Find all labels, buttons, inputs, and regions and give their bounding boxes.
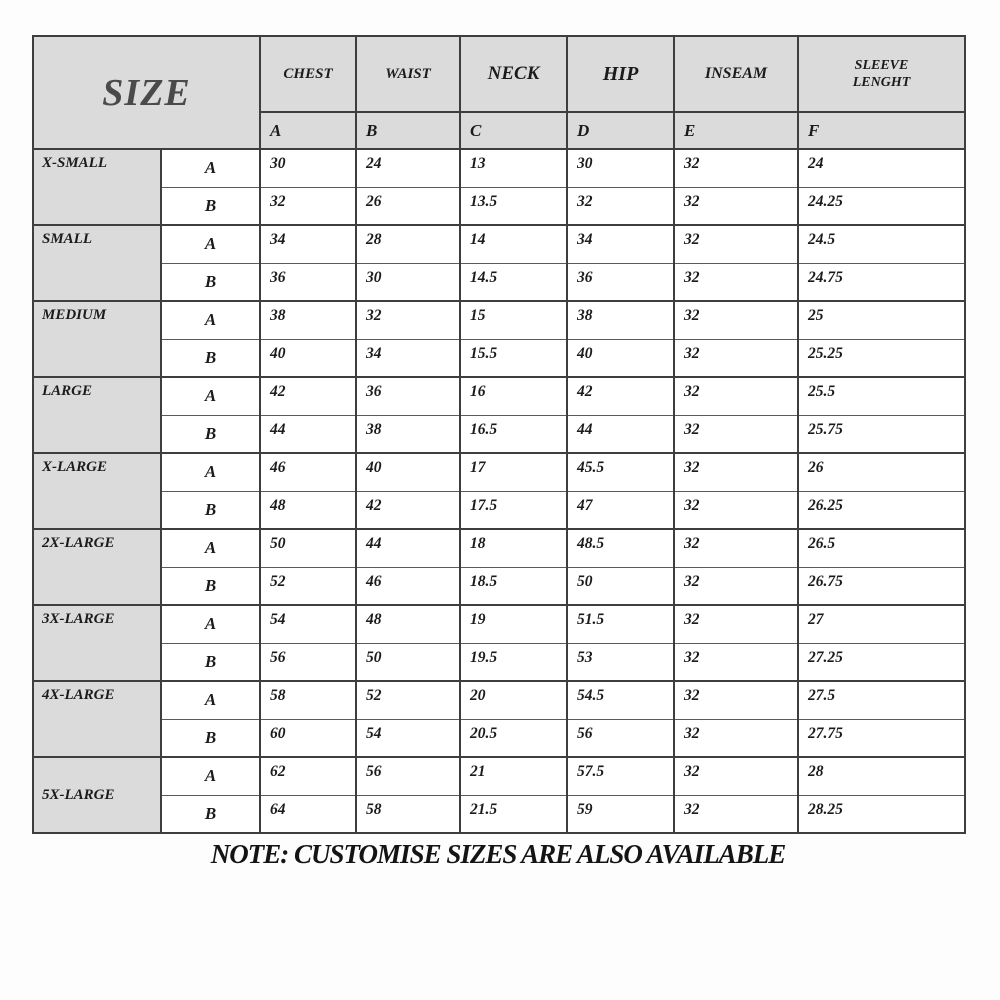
measurement-cell: 46 [260,453,356,491]
measurement-cell: 32 [674,529,798,567]
measurement-cell: 26.5 [798,529,965,567]
variant-letter-cell: B [161,339,260,377]
measurement-cell: 32 [674,681,798,719]
measurement-cell: 56 [356,757,460,795]
measurement-cell: 47 [567,491,674,529]
measurement-cell: 32 [674,605,798,643]
measurement-cell: 32 [674,149,798,187]
measurement-cell: 20.5 [460,719,567,757]
measurement-cell: 50 [567,567,674,605]
table-row [33,567,965,605]
table-row [33,339,965,377]
variant-letter-cell: A [161,681,260,719]
measurement-cell: 38 [260,301,356,339]
measurement-cell: 19.5 [460,643,567,681]
variant-letter-cell: B [161,795,260,833]
measurement-cell: 20 [460,681,567,719]
measurement-cell: 40 [567,339,674,377]
measurement-cell: 24 [356,149,460,187]
size-label-3x-large: 3X-LARGE [33,605,161,681]
measurement-cell: 58 [260,681,356,719]
measurement-cell: 32 [260,187,356,225]
measurement-cell: 32 [674,719,798,757]
measurement-cell: 34 [356,339,460,377]
measurement-cell: 28.25 [798,795,965,833]
column-header-neck [460,36,567,112]
measurement-cell: 32 [567,187,674,225]
measurement-cell: 48 [356,605,460,643]
table-row [33,377,965,415]
measurement-cell: 36 [567,263,674,301]
size-label-x-large: X-LARGE [33,453,161,529]
measurement-cell: 32 [674,377,798,415]
variant-letter-cell: B [161,719,260,757]
measurement-cell: 44 [356,529,460,567]
measurement-cell: 54 [356,719,460,757]
measurement-cell: 26 [356,187,460,225]
variant-letter-cell: A [161,605,260,643]
measurement-cell: 16.5 [460,415,567,453]
size-label-x-small: X-SMALL [33,149,161,225]
measurement-cell: 62 [260,757,356,795]
measurement-cell: 21 [460,757,567,795]
measurement-cell: 26.75 [798,567,965,605]
measurement-cell: 24.75 [798,263,965,301]
measurement-cell: 56 [567,719,674,757]
size-label-large: LARGE [33,377,161,453]
size-chart-header [33,36,965,149]
measurement-cell: 38 [356,415,460,453]
size-label-small: SMALL [33,225,161,301]
measurement-cell: 38 [567,301,674,339]
size-header-cell: SIZE [33,36,260,149]
measurement-cell: 32 [674,491,798,529]
table-row [33,263,965,301]
measurement-cell: 46 [356,567,460,605]
measurement-cell: 24.5 [798,225,965,263]
table-row [33,491,965,529]
measurement-cell: 45.5 [567,453,674,491]
size-label-4x-large: 4X-LARGE [33,681,161,757]
measurement-cell: 26 [798,453,965,491]
measurement-cell: 27 [798,605,965,643]
measurement-cell: 17.5 [460,491,567,529]
table-row [33,187,965,225]
table-row [33,301,965,339]
measurement-cell: 51.5 [567,605,674,643]
measurement-cell: 54 [260,605,356,643]
table-row [33,681,965,719]
column-letter-b: B [356,112,460,149]
measurement-cell: 24 [798,149,965,187]
column-letter-c: C [460,112,567,149]
measurement-cell: 24.25 [798,187,965,225]
measurement-cell: 40 [260,339,356,377]
measurement-cell: 32 [674,339,798,377]
measurement-cell: 34 [567,225,674,263]
measurement-cell: 30 [260,149,356,187]
table-row [33,795,965,833]
measurement-cell: 36 [356,377,460,415]
measurement-cell: 54.5 [567,681,674,719]
measurement-cell: 27.5 [798,681,965,719]
measurement-cell: 18 [460,529,567,567]
measurement-cell: 57.5 [567,757,674,795]
measurement-cell: 59 [567,795,674,833]
measurement-cell: 44 [260,415,356,453]
measurement-cell: 32 [674,225,798,263]
table-row [33,453,965,491]
measurement-cell: 50 [260,529,356,567]
measurement-cell: 56 [260,643,356,681]
measurement-cell: 16 [460,377,567,415]
measurement-cell: 32 [674,643,798,681]
table-row [33,605,965,643]
column-header-label-inseam: INSEAM [704,65,768,82]
measurement-cell: 18.5 [460,567,567,605]
measurement-cell: 64 [260,795,356,833]
column-header-sleeve-lenght [798,36,965,112]
measurement-cell: 58 [356,795,460,833]
table-row [33,643,965,681]
measurement-cell: 28 [356,225,460,263]
table-row [33,757,965,795]
column-header-inseam [674,36,798,112]
measurement-cell: 19 [460,605,567,643]
measurement-cell: 13 [460,149,567,187]
measurement-cell: 36 [260,263,356,301]
table-row [33,149,965,187]
column-header-label-sleeve-lenght: SLEEVE LENGHT [852,57,911,90]
measurement-cell: 42 [356,491,460,529]
column-header-label-neck: NECK [487,63,540,85]
variant-letter-cell: A [161,301,260,339]
size-chart-container [32,35,966,870]
size-label-2x-large: 2X-LARGE [33,529,161,605]
measurement-cell: 32 [674,453,798,491]
variant-letter-cell: B [161,263,260,301]
note-text: NOTE: CUSTOMISE SIZES ARE ALSO AVAILABLE [210,839,786,869]
size-label-medium: MEDIUM [33,301,161,377]
variant-letter-cell: A [161,529,260,567]
size-chart-table [32,35,966,834]
measurement-cell: 50 [356,643,460,681]
column-letter-e: E [674,112,798,149]
column-header-label-chest: CHEST [283,65,333,82]
column-letter-f: F [798,112,965,149]
measurement-cell: 48 [260,491,356,529]
measurement-cell: 42 [567,377,674,415]
column-header-waist [356,36,460,112]
measurement-cell: 15.5 [460,339,567,377]
measurement-cell: 60 [260,719,356,757]
measurement-cell: 52 [260,567,356,605]
variant-letter-cell: A [161,225,260,263]
measurement-cell: 42 [260,377,356,415]
variant-letter-cell: B [161,187,260,225]
variant-letter-cell: A [161,757,260,795]
measurement-cell: 52 [356,681,460,719]
variant-letter-cell: B [161,415,260,453]
size-label-5x-large: 5X-LARGE [33,757,161,833]
variant-letter-cell: A [161,149,260,187]
measurement-cell: 25 [798,301,965,339]
measurement-cell: 25.75 [798,415,965,453]
measurement-cell: 25.25 [798,339,965,377]
measurement-cell: 27.25 [798,643,965,681]
measurement-cell: 21.5 [460,795,567,833]
measurement-cell: 34 [260,225,356,263]
measurement-cell: 30 [567,149,674,187]
measurement-cell: 44 [567,415,674,453]
measurement-cell: 13.5 [460,187,567,225]
measurement-cell: 48.5 [567,529,674,567]
variant-letter-cell: B [161,643,260,681]
measurement-cell: 32 [674,187,798,225]
measurement-cell: 14.5 [460,263,567,301]
measurement-cell: 30 [356,263,460,301]
size-chart-body [33,149,965,833]
measurement-cell: 25.5 [798,377,965,415]
variant-letter-cell: B [161,567,260,605]
measurement-cell: 32 [356,301,460,339]
measurement-cell: 27.75 [798,719,965,757]
column-header-hip [567,36,674,112]
measurement-cell: 14 [460,225,567,263]
column-header-chest [260,36,356,112]
variant-letter-cell: B [161,491,260,529]
measurement-cell: 32 [674,263,798,301]
table-row [33,415,965,453]
measurement-cell: 32 [674,757,798,795]
measurement-cell: 26.25 [798,491,965,529]
measurement-cell: 53 [567,643,674,681]
measurement-cell: 32 [674,795,798,833]
measurement-cell: 17 [460,453,567,491]
measurement-cell: 32 [674,301,798,339]
column-header-label-waist: WAIST [385,65,431,82]
measurement-cell: 40 [356,453,460,491]
measurement-cell: 28 [798,757,965,795]
measurement-cell: 15 [460,301,567,339]
table-row [33,529,965,567]
variant-letter-cell: A [161,377,260,415]
measurement-cell: 32 [674,567,798,605]
table-row [33,719,965,757]
table-row [33,225,965,263]
column-letter-d: D [567,112,674,149]
column-letter-a: A [260,112,356,149]
variant-letter-cell: A [161,453,260,491]
column-header-label-hip: HIP [602,62,639,85]
measurement-cell: 32 [674,415,798,453]
